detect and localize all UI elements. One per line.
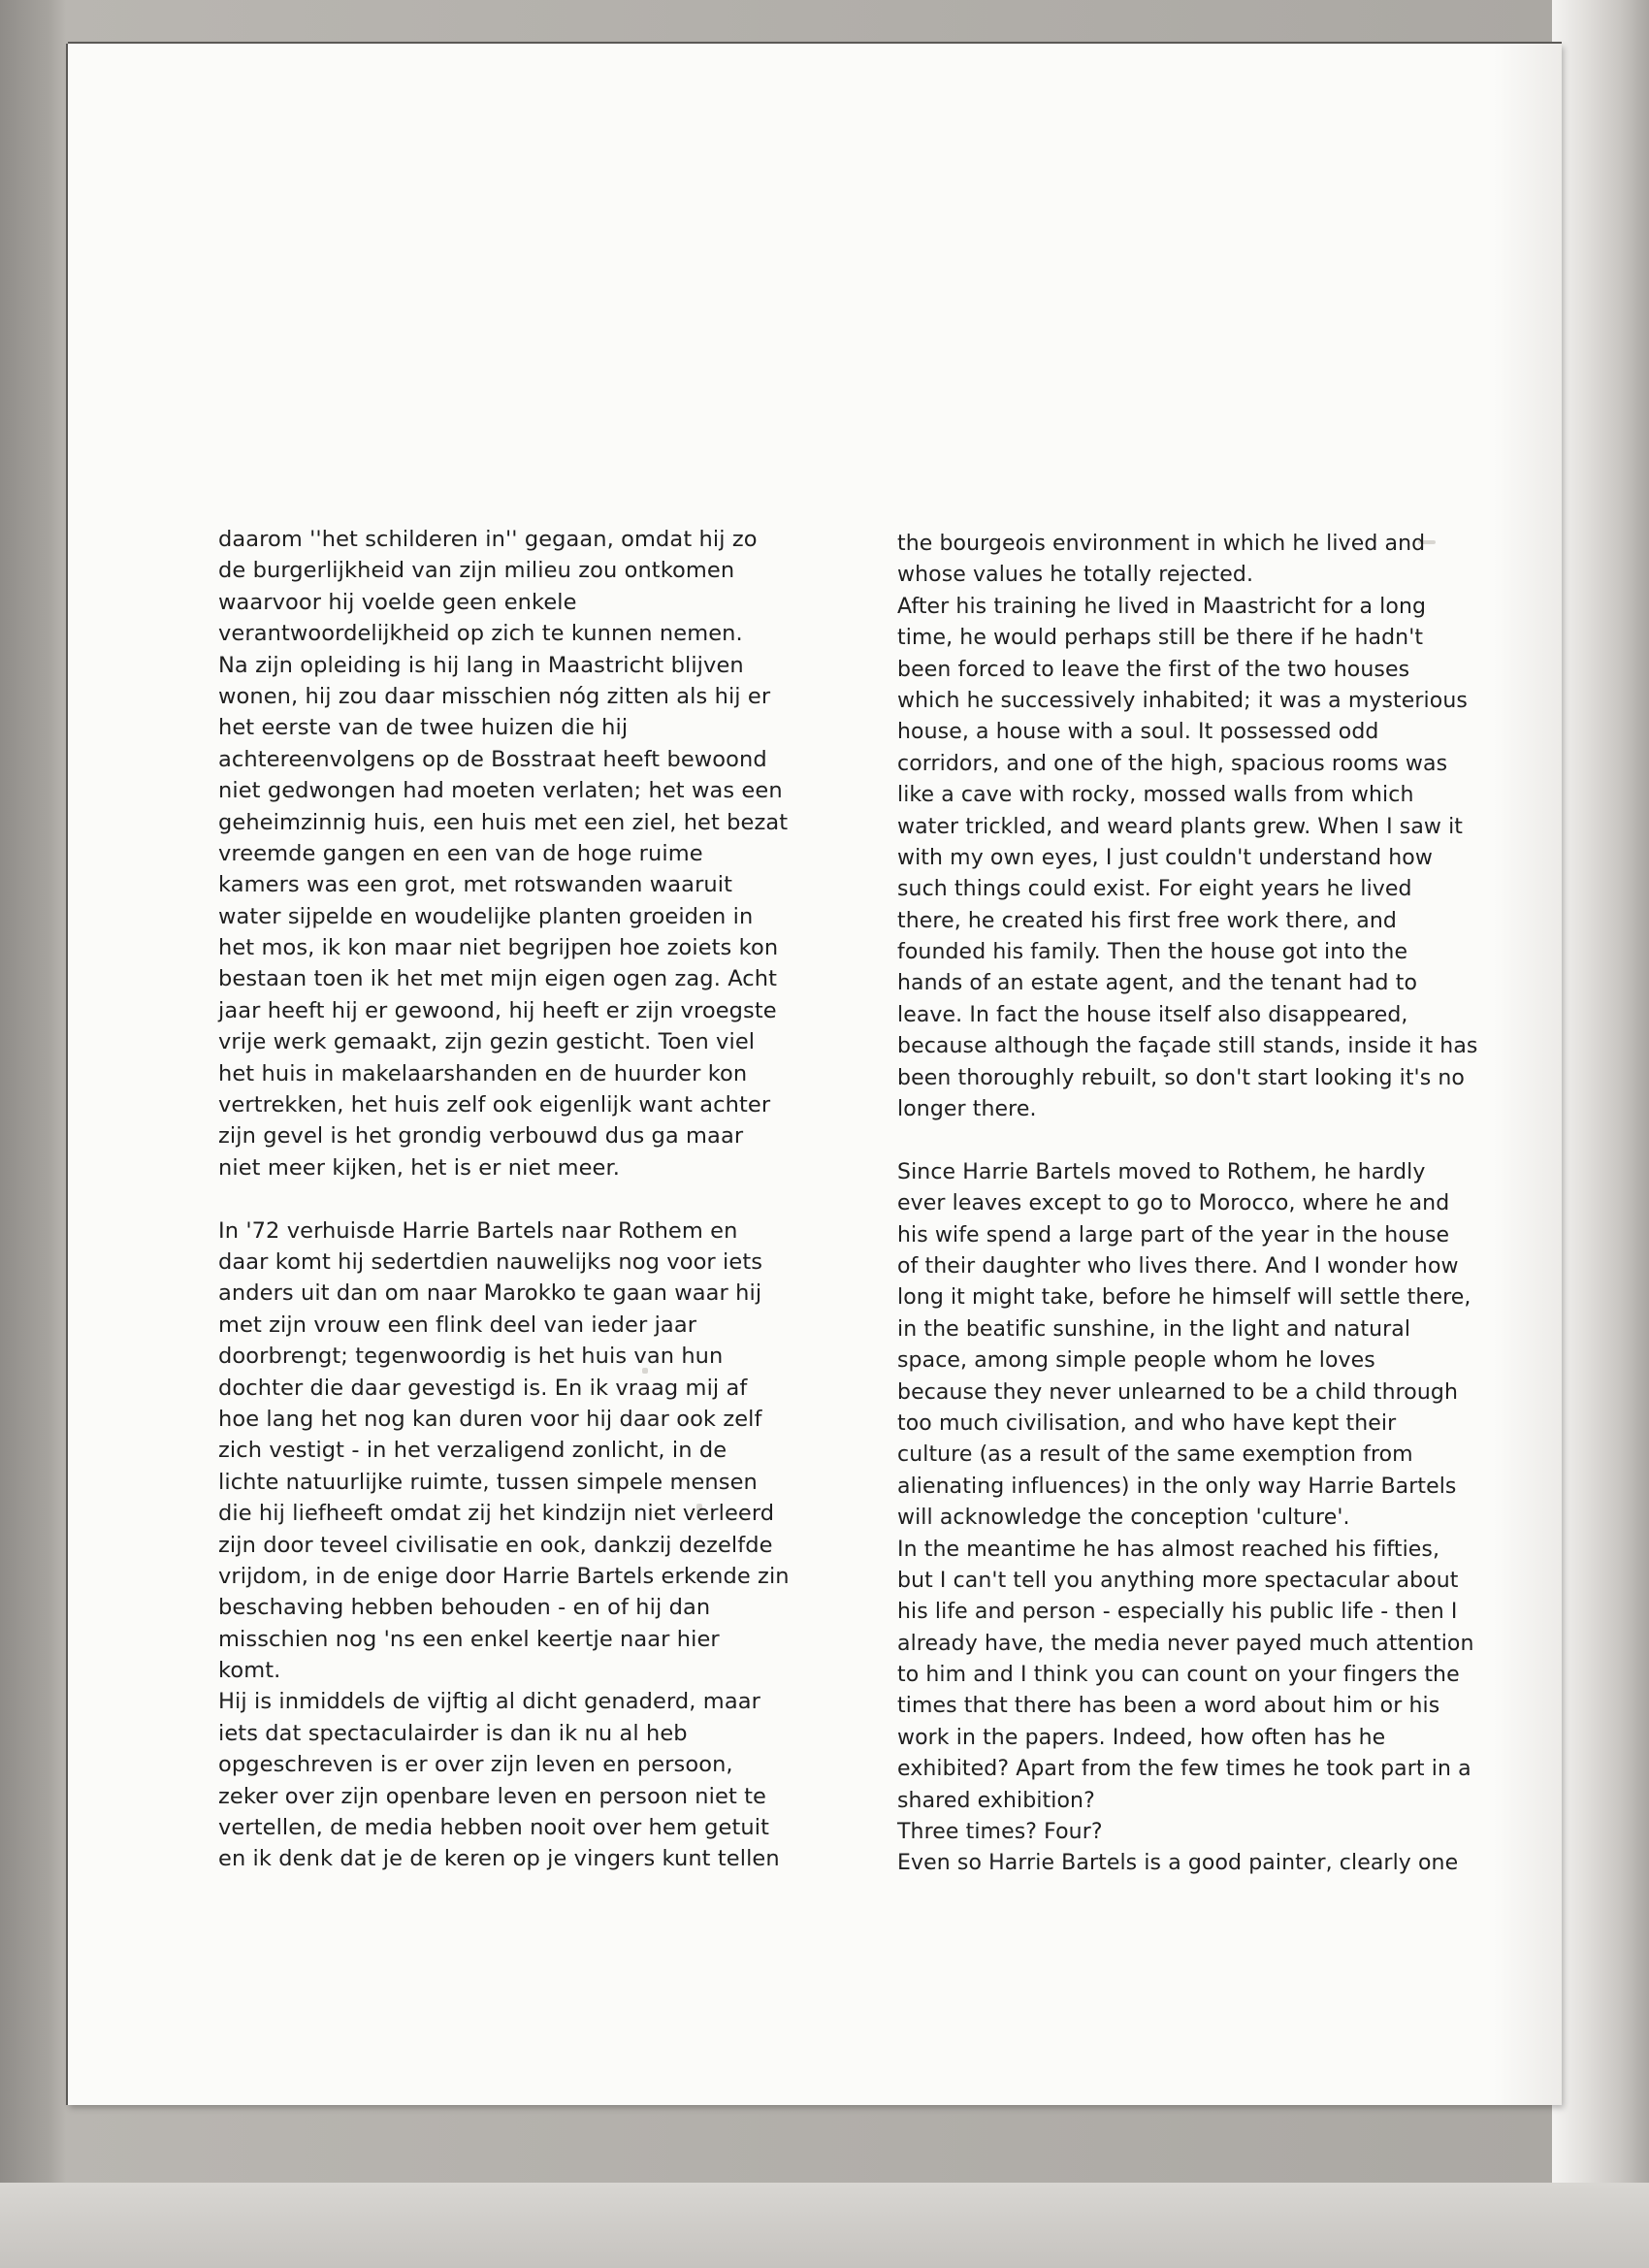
text-line: Even so Harrie Bartels is a good painter, clearly one bbox=[897, 1851, 1459, 1876]
text-line: Na zijn opleiding is hij lang in Maastricht blijven bbox=[218, 652, 744, 678]
text-line: die hij liefheeft omdat zij het kindzijn niet verleerd bbox=[218, 1501, 775, 1527]
text-line: zijn door teveel civilisatie en ook, dankzij dezelfde bbox=[218, 1532, 773, 1558]
text-line: het huis in makelaarshanden en de huurder kon bbox=[218, 1060, 748, 1086]
text-line: het eerste van de twee huizen die hij bbox=[218, 715, 629, 741]
text-line: water trickled, and weard plants grew. When I saw it bbox=[897, 814, 1464, 839]
text-line: met zijn vrouw een flink deel van ieder jaar bbox=[218, 1312, 697, 1338]
text-line: bestaan toen ik het met mijn eigen ogen zag. Acht bbox=[218, 966, 778, 992]
text-line: wonen, hij zou daar misschien nóg zitten als hij er bbox=[218, 683, 771, 709]
text-line: because they never unlearned to be a child through bbox=[897, 1379, 1459, 1405]
text-line: but I can't tell you anything more spectacular about bbox=[897, 1568, 1459, 1593]
text-line: space, among simple people whom he loves bbox=[897, 1348, 1375, 1374]
text-line: komt. bbox=[218, 1658, 281, 1684]
dutch-text-column bbox=[218, 524, 917, 1875]
text-line: In the meantime he has almost reached his fifties, bbox=[897, 1537, 1440, 1562]
text-line: because although the façade still stands, inside it has bbox=[897, 1034, 1478, 1059]
text-line: zich vestigt - in het verzaligend zonlicht, in de bbox=[218, 1438, 728, 1464]
text-line: longer there. bbox=[897, 1097, 1037, 1122]
text-line: daarom ''het schilderen in'' gegaan, omdat hij zo bbox=[218, 527, 758, 552]
text-line: corridors, and one of the high, spacious rooms was bbox=[897, 751, 1448, 776]
text-line: niet gedwongen had moeten verlaten; het was een bbox=[218, 778, 783, 804]
text-line: which he successively inhabited; it was a mysterious bbox=[897, 688, 1468, 713]
text-line: misschien nog 'ns een enkel keertje naar hier bbox=[218, 1626, 720, 1652]
text-line: niet meer kijken, het is er niet meer. bbox=[218, 1154, 621, 1181]
text-line: zijn gevel is het grondig verbouwd dus ga maar bbox=[218, 1123, 744, 1150]
text-line: doorbrengt; tegenwoordig is het huis van hun bbox=[218, 1344, 724, 1370]
text-line: waarvoor hij voelde geen enkele bbox=[218, 589, 577, 615]
text-line: times that there has been a word about him or his bbox=[897, 1694, 1440, 1719]
text-line: After his training he lived in Maastricht for a long bbox=[897, 594, 1427, 619]
text-line: culture (as a result of the same exemption from bbox=[897, 1442, 1413, 1468]
text-line: in the beatific sunshine, in the light and natural bbox=[897, 1316, 1411, 1342]
text-line: vertellen, de media hebben nooit over hem getuit bbox=[218, 1815, 770, 1841]
text-line: Three times? Four? bbox=[897, 1820, 1103, 1845]
text-line: exhibited? Apart from the few times he took part in a bbox=[897, 1757, 1471, 1782]
text-line: ever leaves except to go to Morocco, where he and bbox=[897, 1191, 1450, 1216]
text-line: Since Harrie Bartels moved to Rothem, he hardly bbox=[897, 1159, 1426, 1184]
text-line: his life and person - especially his public life - then I bbox=[897, 1600, 1458, 1625]
text-line: water sijpelde en woudelijke planten groeiden in bbox=[218, 903, 754, 929]
text-line: dochter die daar gevestigd is. En ik vraag mij af bbox=[218, 1375, 748, 1401]
scanner-bed-strip bbox=[0, 2183, 1649, 2268]
text-line: the bourgeois environment in which he lived and bbox=[897, 532, 1426, 556]
text-line: leave. In fact the house itself also disappeared, bbox=[897, 1002, 1408, 1027]
text-line: house, a house with a soul. It possessed odd bbox=[897, 720, 1379, 745]
text-line: vreemde gangen en een van de hoge ruime bbox=[218, 840, 703, 866]
text-line: too much civilisation, and who have kept their bbox=[897, 1410, 1397, 1436]
text-line: hoe lang het nog kan duren voor hij daar ook zelf bbox=[218, 1406, 762, 1432]
text-line: whose values he totally rejected. bbox=[897, 563, 1254, 588]
text-line: time, he would perhaps still be there if he hadn't bbox=[897, 626, 1424, 651]
text-line: daar komt hij sedertdien nauwelijks nog voor iets bbox=[218, 1248, 763, 1275]
text-line: iets dat spectaculairder is dan ik nu al heb bbox=[218, 1720, 688, 1746]
text-line: beschaving hebben behouden - en of hij dan bbox=[218, 1595, 711, 1621]
text-line: vertrekken, het huis zelf ook eigenlijk want achter bbox=[218, 1092, 771, 1118]
text-line: en ik denk dat je de keren op je vingers kunt tellen bbox=[218, 1846, 780, 1872]
text-line: shared exhibition? bbox=[897, 1788, 1095, 1813]
text-line: lichte natuurlijke ruimte, tussen simpele mensen bbox=[218, 1469, 758, 1495]
text-line: zeker over zijn openbare leven en persoon niet te bbox=[218, 1783, 767, 1809]
english-text-column bbox=[897, 529, 1576, 1880]
text-line: such things could exist. For eight years he lived bbox=[897, 877, 1412, 902]
text-line: been thoroughly rebuilt, so don't start looking it's no bbox=[897, 1065, 1465, 1090]
text-line: de burgerlijkheid van zijn milieu zou ontkomen bbox=[218, 558, 735, 584]
paragraph-gap bbox=[218, 1183, 917, 1215]
text-line: vrijdom, in de enige door Harrie Bartels erkende zin bbox=[218, 1563, 790, 1589]
text-line: anders uit dan om naar Marokko te gaan waar hij bbox=[218, 1280, 762, 1307]
text-line: achtereenvolgens op de Bosstraat heeft bewoond bbox=[218, 746, 767, 772]
paragraph-gap bbox=[897, 1125, 1576, 1156]
text-line: jaar heeft hij er gewoond, hij heeft er zijn vroegste bbox=[218, 997, 777, 1023]
text-line: work in the papers. Indeed, how often has he bbox=[897, 1725, 1386, 1750]
text-line: will acknowledge the conception 'culture'. bbox=[897, 1506, 1350, 1531]
text-line: verantwoordelijkheid op zich te kunnen nemen. bbox=[218, 621, 743, 647]
text-line: Hij is inmiddels de vijftig al dicht genaderd, maar bbox=[218, 1689, 760, 1715]
text-line: with my own eyes, I just couldn't understand how bbox=[897, 845, 1433, 870]
text-line: of their daughter who lives there. And I wonder how bbox=[897, 1253, 1459, 1279]
text-line: his wife spend a large part of the year in the house bbox=[897, 1222, 1450, 1247]
text-line: like a cave with rocky, mossed walls from which bbox=[897, 783, 1414, 808]
text-line: In '72 verhuisde Harrie Bartels naar Rothem en bbox=[218, 1217, 738, 1244]
text-line: founded his family. Then the house got into the bbox=[897, 940, 1408, 965]
text-line: het mos, ik kon maar niet begrijpen hoe zoiets kon bbox=[218, 935, 779, 961]
text-line: already have, the media never payed much attention bbox=[897, 1631, 1474, 1656]
text-line: hands of an estate agent, and the tenant had to bbox=[897, 971, 1417, 996]
text-line: to him and I think you can count on your fingers the bbox=[897, 1663, 1460, 1688]
text-line: kamers was een grot, met rotswanden waaruit bbox=[218, 872, 733, 898]
text-line: alienating influences) in the only way Harrie Bartels bbox=[897, 1474, 1457, 1499]
text-line: there, he created his first free work there, and bbox=[897, 908, 1397, 933]
text-line: been forced to leave the first of the two houses bbox=[897, 657, 1410, 682]
text-line: vrije werk gemaakt, zijn gezin gesticht. Toen viel bbox=[218, 1029, 756, 1055]
text-line: geheimzinnig huis, een huis met een ziel, het bezat bbox=[218, 809, 789, 835]
text-line: long it might take, before he himself will settle there, bbox=[897, 1285, 1471, 1311]
text-line: opgeschreven is er over zijn leven en persoon, bbox=[218, 1752, 733, 1778]
